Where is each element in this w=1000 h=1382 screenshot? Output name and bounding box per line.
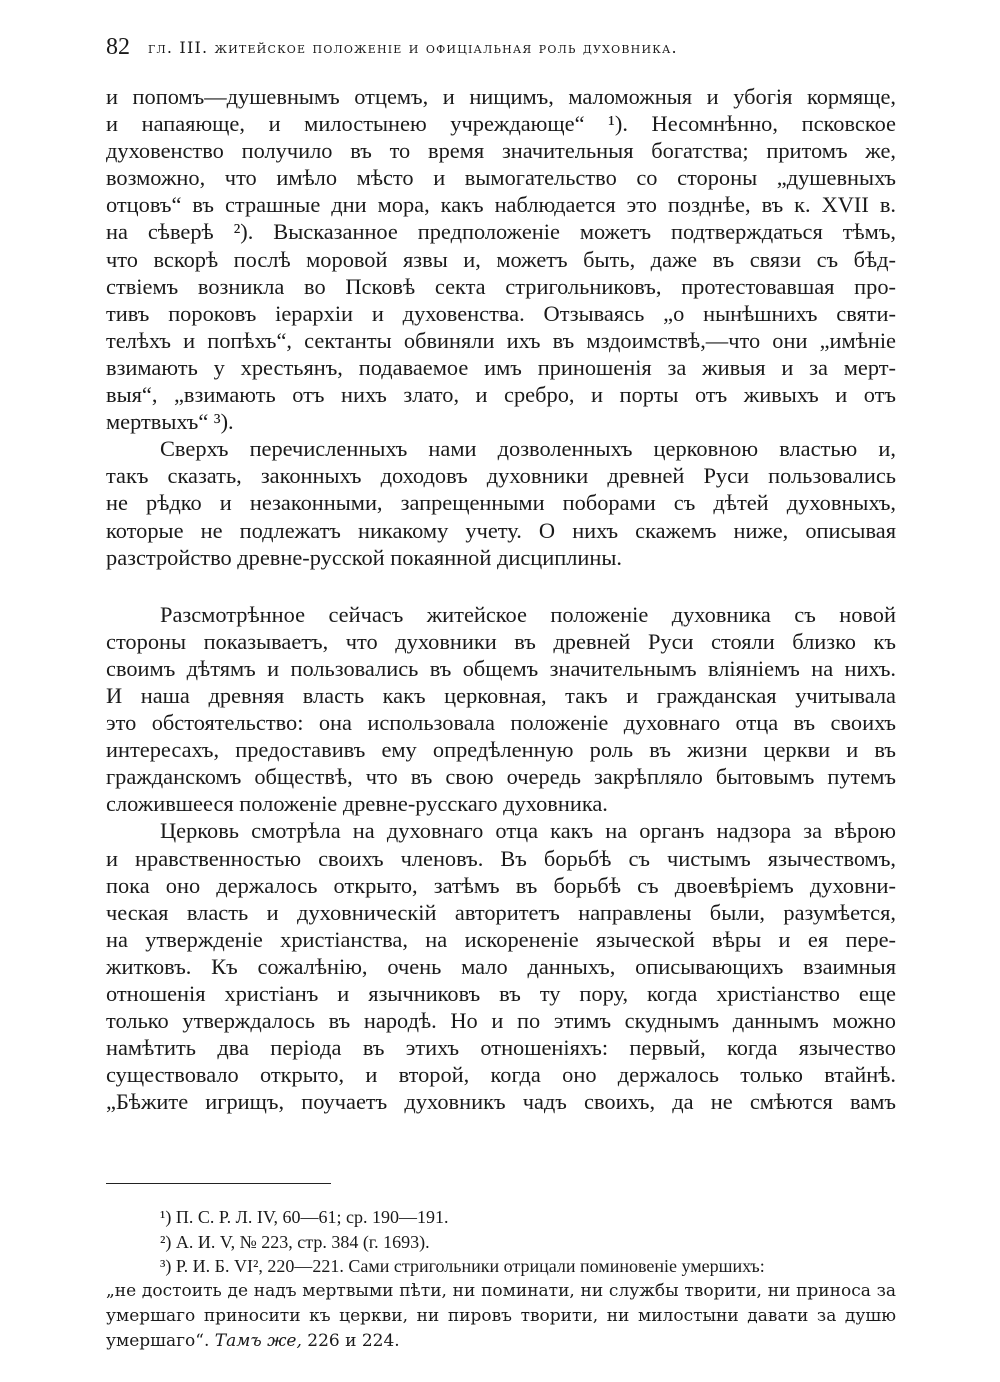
text-line: только утверждалось въ народѣ. Но и по этимъ скуднымъ даннымъ можно [106,1008,896,1034]
text-line: мертвыхъ“ ³). [106,409,234,435]
page-number: 82 [106,34,130,60]
footnotes [160,1205,896,1279]
text-line: на сѣверѣ ²). Высказанное предположеніе можетъ подтверждаться тѣмъ, [106,219,896,245]
text-line: такъ сказать, законныхъ доходовъ духовники древней Руси пользовались [106,463,896,489]
text-line: телѣхъ и попѣхъ“, сектанты обвиняли ихъ въ мздоимствѣ,—что они „имѣніе [106,327,896,353]
text-line: Церковь смотрѣла на духовнаго отца какъ на органъ надзора за вѣрою [160,818,896,844]
footnote-ibid: Тамъ же, [214,1331,302,1351]
text-line: Разсмотрѣнное сейчасъ житейское положеніе духовника съ новой [160,601,896,627]
footnote-pages: 226 и 224. [307,1331,400,1351]
text-line: существовало открыто, и второй, когда оно держалось только втайнѣ. [106,1062,896,1088]
text-line: тивъ пороковъ іерархіи и духовенства. Отзываясь „о нынѣшнихъ святи- [106,300,896,326]
text-line: не рѣдко и незаконными, запрещенными поборами съ дѣтей духовныхъ, [106,490,896,516]
text-line: пока оно держалось открыто, затѣмъ въ борьбѣ съ двоевѣріемъ духовни- [106,872,896,898]
text-line: выя“, „взимають отъ нихъ злато, и сребро, и порты отъ живыхъ и отъ [106,382,896,408]
text-line: ческая власть и духовническій авторитетъ направлены были, разумѣется, [106,899,896,925]
text-line: возможно, что имѣло мѣсто и вымогательство со стороны „душевныхъ [106,165,896,191]
text-line: интересахъ, предоставивъ ему опредѣленную роль въ жизни церкви и въ [106,737,896,763]
running-head: гл. III. житейское положеніе и офиціальная роль духовника. [148,38,678,57]
text-line: намѣтить два періода въ этихъ отношеніяхъ: первый, когда язычество [106,1035,896,1061]
text-line: И наша древняя власть какъ церковная, такъ и гражданская учитывала [106,682,896,708]
text-line: духовенство получило въ то время значительныя богатства; притомъ же, [106,138,896,164]
footnote-quote-end: умершаго“. [106,1331,210,1351]
text-line: это обстоятельство: она использовала положеніе духовнаго отца въ своихъ [106,710,896,736]
footnote-line: умершаго приносити къ церкви, ни пировъ творити, ни милостыни давати за душю [106,1306,896,1326]
text-line: своимъ дѣтямъ и пользовались въ общемъ значительнымъ вліяніемъ на нихъ. [106,655,896,681]
text-line: и попомъ—душевнымъ отцемъ, и нищимъ, маломожныя и убогія кормяще, [106,84,896,109]
text-line: житковъ. Къ сожалѣнію, очень мало данныхъ, описывающихъ взаимныя [106,953,896,979]
text-line: разстройство древне-русской покаянной дисциплины. [106,544,622,570]
text-line: сложившееся положеніе древне-русскаго духовника. [106,791,608,817]
paragraph-1 [106,83,896,435]
footnote-2: ²) А. И. V, № 223, стр. 384 (г. 1693). [160,1231,430,1252]
text-line: что вскорѣ послѣ моровой язвы и, можетъ быть, даже въ связи съ бѣд- [106,246,896,272]
section-gap [106,571,896,601]
paragraph-3 [106,601,896,818]
text-line: и напаяюще, и милостынею учреждающе“ ¹). Несомнѣнно, псковское [106,111,896,137]
footnote-3-continuation [106,1279,896,1354]
paragraph-4 [106,817,896,1115]
footnote-line-last [106,1329,896,1354]
footnote-3: ³) Р. И. Б. VI², 220—221. Сами стригольники отрицали поминовеніе умершихъ: [160,1256,765,1276]
text-line: стороны показываетъ, что духовники въ древней Руси стояли близко къ [106,628,896,654]
footnote-line: „не достоить де надъ мертвыми пѣти, ни поминати, ни службы творити, ни приноса за [106,1281,896,1301]
text-line: и нравственностью своихъ членовъ. Въ борьбѣ съ чистымъ язычествомъ, [106,845,896,871]
text-line: отношенія христіанъ и язычниковъ въ ту пору, когда христіанство еще [106,981,896,1006]
text-line: на утвержденіе христіанства, на искорененіе языческой вѣры и ея пере- [106,926,896,952]
footnote-1: ¹) П. С. Р. Л. IV, 60—61; ср. 190—191. [160,1207,449,1227]
text-line: ствіемъ возникла во Псковѣ секта стригольниковъ, протестовавшая про- [106,273,896,299]
page-header [106,34,896,60]
text-line: взимають у хрестьянъ, подаваемое имъ приношенія за живыя и за мерт- [106,354,896,380]
text-line: „Бѣжите игрищъ, поучаетъ духовникъ чадъ своихъ, да не смѣются вамъ [106,1089,896,1115]
footnote-rule [106,1183,331,1184]
text-line: Сверхъ перечисленныхъ нами дозволенныхъ церковною властью и, [160,436,896,462]
text-line: которые не подлежатъ никакому учету. О нихъ скажемъ ниже, описывая [106,517,896,543]
text-line: гражданскомъ обществѣ, что въ свою очередь закрѣпляло бытовымъ путемъ [106,764,896,790]
paragraph-2 [106,435,896,570]
body-text [106,83,896,1115]
text-line: отцовъ“ въ страшные дни мора, какъ наблюдается это позднѣе, въ к. XVII в. [106,192,896,218]
